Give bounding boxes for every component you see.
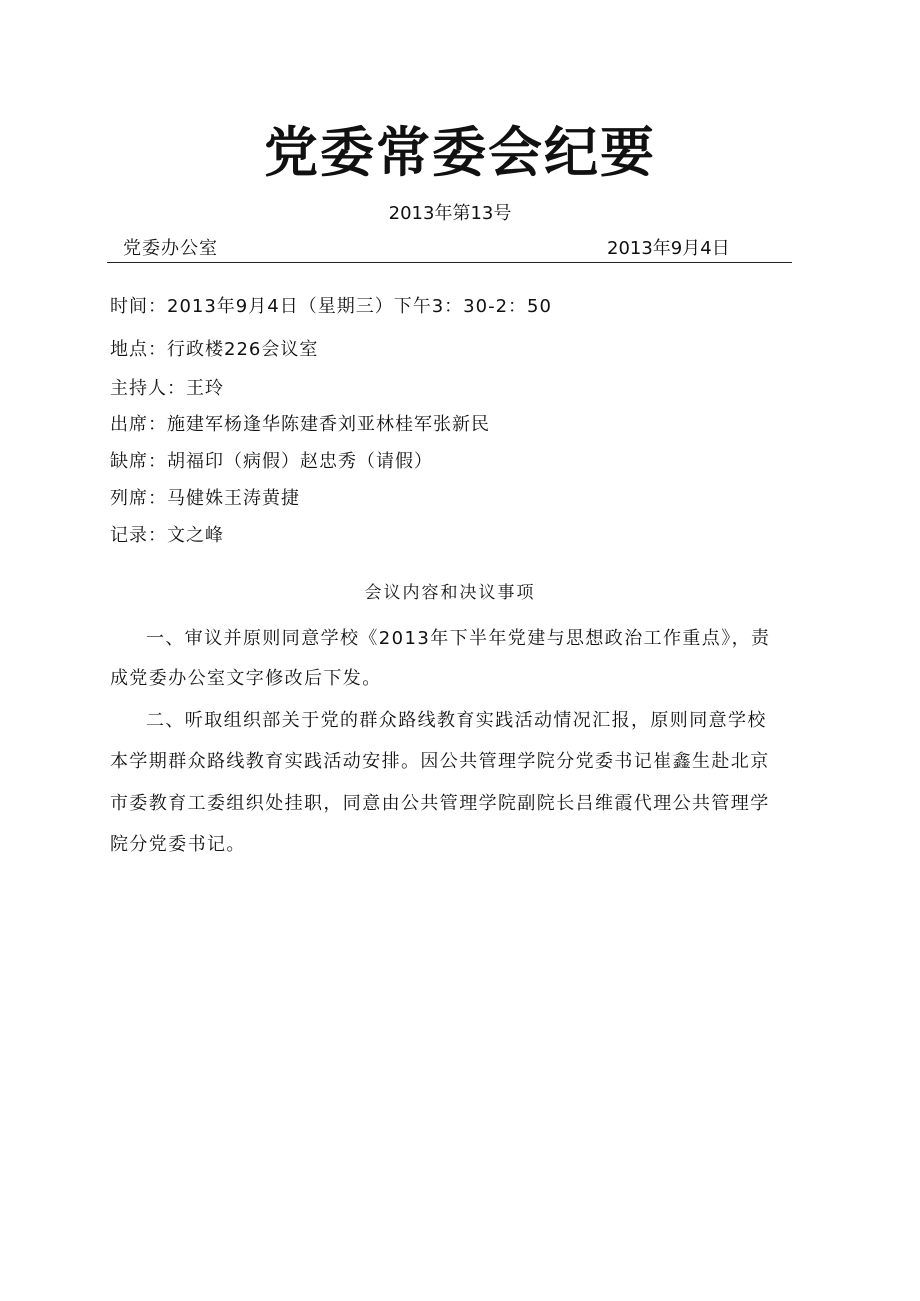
paragraph-line: 院分党委书记。 — [110, 834, 246, 855]
header-divider — [107, 262, 792, 263]
paragraph-line: 二、听取组织部关于党的群众路线教育实践活动情况汇报，原则同意学校 — [146, 710, 767, 731]
meeting-host: 主持人：王玲 — [110, 378, 224, 399]
paragraph-line: 本学期群众路线教育实践活动安排。因公共管理学院分党委书记崔鑫生赴北京 — [110, 751, 770, 772]
document-title: 党委常委会纪要 — [264, 121, 656, 184]
paragraph-line: 成党委办公室文字修改后下发。 — [110, 668, 382, 689]
meeting-attendees: 出席：施建军杨逢华陈建香刘亚林桂军张新民 — [110, 414, 490, 435]
meeting-recorder: 记录：文之峰 — [110, 525, 224, 546]
issue-number: 2013年第13号 — [388, 203, 512, 224]
issue-date: 2013年9月4日 — [607, 238, 730, 259]
meeting-place: 地点：行政楼226会议室 — [110, 339, 319, 360]
meeting-absent: 缺席：胡福印（病假）赵忠秀（请假） — [110, 451, 433, 472]
issuing-office: 党委办公室 — [123, 238, 218, 259]
paragraph-line: 市委教育工委组织处挂职，同意由公共管理学院副院长吕维霞代理公共管理学 — [110, 793, 770, 814]
paragraph-line: 一、审议并原则同意学校《2013年下半年党建与思想政治工作重点》，责 — [146, 628, 771, 649]
meeting-observers: 列席：马健姝王涛黄捷 — [110, 488, 300, 509]
section-title: 会议内容和决议事项 — [364, 583, 536, 603]
meeting-time: 时间：2013年9月4日（星期三）下午3：30-2：50 — [110, 296, 552, 317]
